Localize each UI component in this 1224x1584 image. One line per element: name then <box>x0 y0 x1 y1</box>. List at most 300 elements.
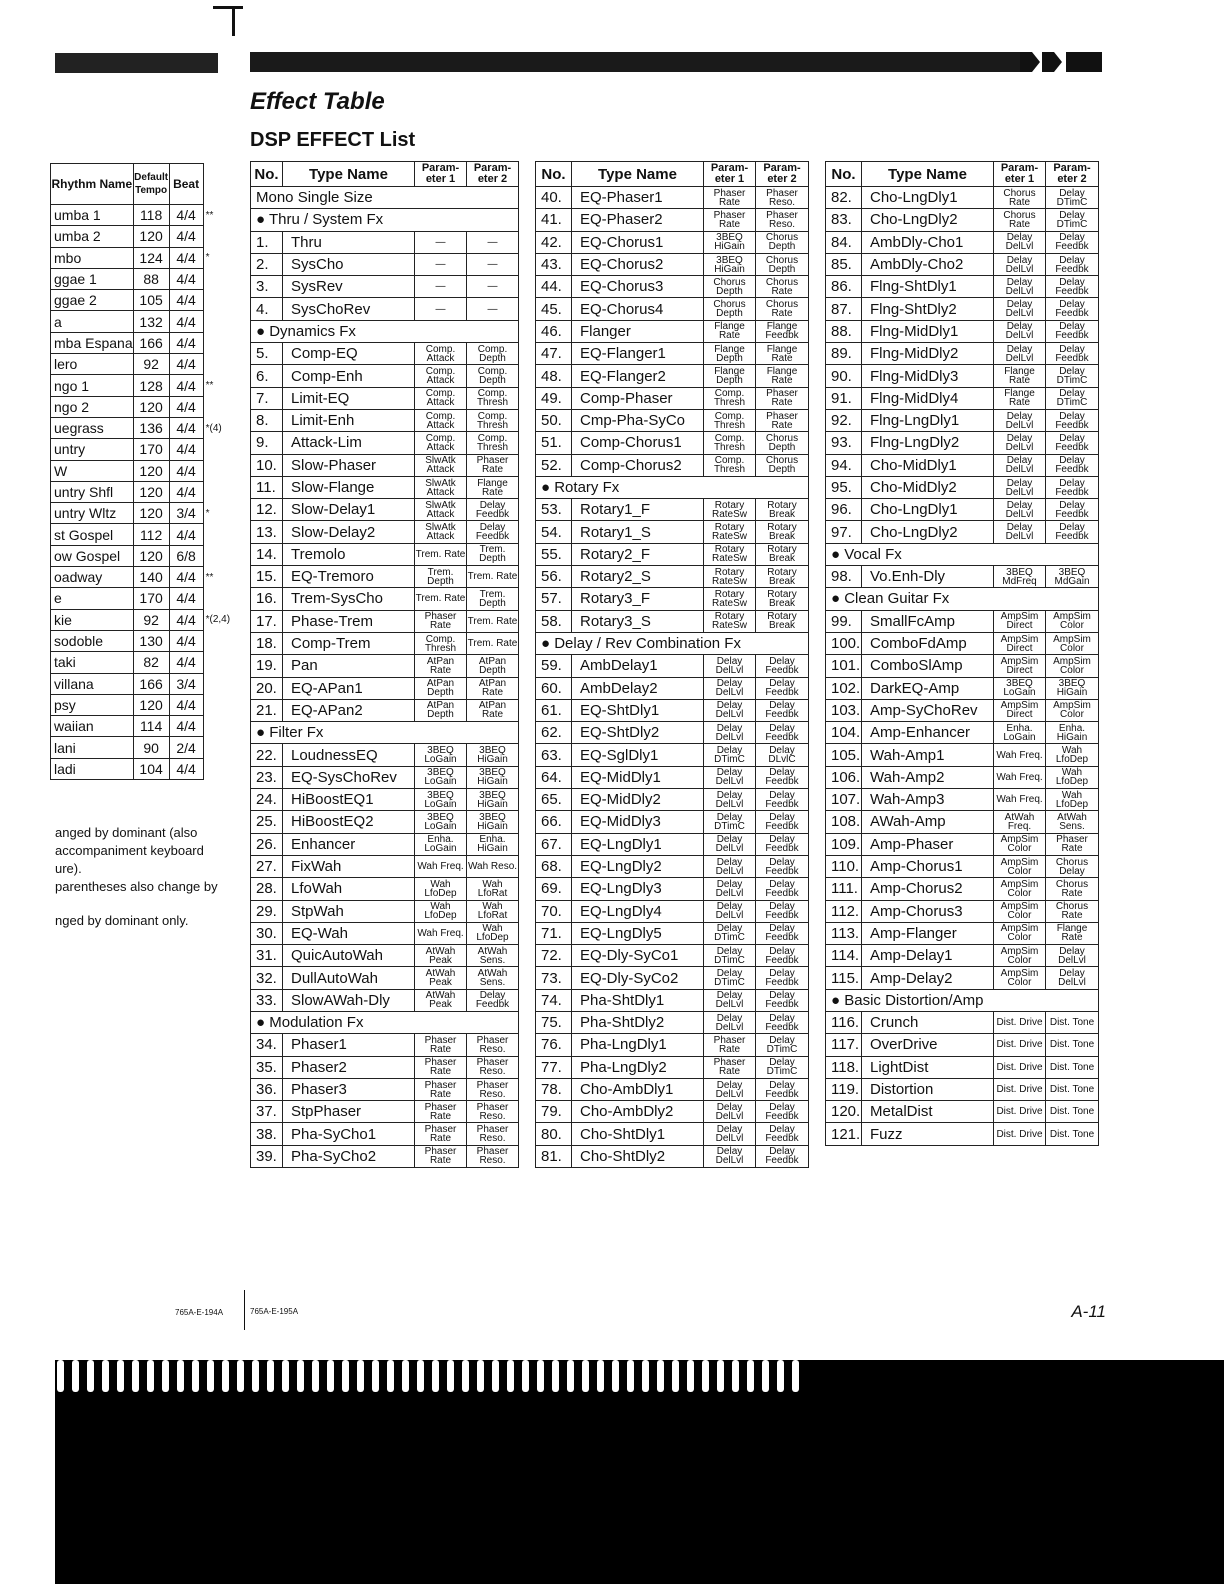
effect-number: 111. <box>826 878 862 900</box>
rhythm-mark: *(2,4) <box>205 614 231 626</box>
effect-type-name: ComboFdAmp <box>862 632 994 654</box>
parameter-1: — <box>415 253 467 275</box>
rhythm-table <box>50 163 231 780</box>
comb-tooth <box>462 1360 469 1392</box>
effect-row <box>826 878 1099 900</box>
effect-type-name: Pha-LngDly1 <box>572 1034 704 1056</box>
effect-row <box>536 566 809 588</box>
parameter-1: Phaser Rate <box>415 1123 467 1145</box>
effect-number: 97. <box>826 521 862 543</box>
effect-row <box>251 989 519 1011</box>
parameter-1: Wah Freq. <box>994 789 1046 811</box>
effect-type-name: EQ-Wah <box>283 922 415 944</box>
parameter-1: Delay DelLvl <box>994 298 1046 320</box>
parameter-2: Chorus Rate <box>756 276 809 298</box>
section-header-row <box>826 543 1099 565</box>
rhythm-name: e <box>51 588 134 609</box>
parameter-1: Delay DelLvl <box>994 409 1046 431</box>
effect-type-name: Amp-Phaser <box>862 833 994 855</box>
section-title: ● Dynamics Fx <box>251 320 519 342</box>
parameter-1: — <box>415 231 467 253</box>
effect-row <box>826 744 1099 766</box>
effect-type-name: Amp-Chorus3 <box>862 900 994 922</box>
effect-number: 120. <box>826 1101 862 1123</box>
effect-row <box>826 231 1099 253</box>
parameter-2: AtWah Sens. <box>467 967 519 989</box>
rhythm-beat: 4/4 <box>169 268 203 289</box>
section-header-row <box>826 989 1099 1011</box>
effect-row <box>536 655 809 677</box>
rhythm-name: lani <box>51 737 134 758</box>
effect-number: 35. <box>251 1056 283 1078</box>
section-header-row <box>251 320 519 342</box>
effect-number: 68. <box>536 855 572 877</box>
rhythm-row <box>51 630 231 651</box>
effect-row <box>536 699 809 721</box>
rhythm-row <box>51 354 231 375</box>
rhythm-beat: 4/4 <box>169 311 203 332</box>
effect-type-name: Pha-LngDly2 <box>572 1056 704 1078</box>
parameter-1: Wah LfoDep <box>415 900 467 922</box>
rhythm-mark <box>203 737 230 758</box>
rhythm-name: taki <box>51 652 134 673</box>
effect-type-name: EQ-APan1 <box>283 677 415 699</box>
rhythm-mark <box>203 481 230 502</box>
effect-row <box>251 699 519 721</box>
effect-row <box>251 1056 519 1078</box>
section-title: ● Filter Fx <box>251 722 519 744</box>
parameter-1: Delay DelLvl <box>994 231 1046 253</box>
rhythm-mark <box>203 396 230 417</box>
parameter-1: 3BEQ LoGain <box>415 744 467 766</box>
effect-number: 108. <box>826 811 862 833</box>
rhythm-beat: 4/4 <box>169 481 203 502</box>
effect-type-name: EQ-SglDly1 <box>572 744 704 766</box>
parameter-1: AmpSim Color <box>994 922 1046 944</box>
effect-number: 3. <box>251 276 283 298</box>
effect-type-name: EQ-MidDly3 <box>572 811 704 833</box>
effect-row <box>826 833 1099 855</box>
parameter-1: Delay DelLvl <box>994 276 1046 298</box>
parameter-1: Delay DelLvl <box>704 722 756 744</box>
comb-tooth <box>417 1360 424 1392</box>
effect-type-name: Comp-Trem <box>283 632 415 654</box>
parameter-2: AtPan Rate <box>467 677 519 699</box>
parameter-1: Phaser Rate <box>415 1101 467 1123</box>
effect-type-name: HiBoostEQ2 <box>283 811 415 833</box>
comb-tooth <box>612 1360 619 1392</box>
effect-type-name: ComboSlAmp <box>862 655 994 677</box>
effect-type-name: Cho-AmbDly2 <box>572 1101 704 1123</box>
rhythm-name: W <box>51 460 134 481</box>
parameter-1: SlwAtk Attack <box>415 476 467 498</box>
effect-number: 22. <box>251 744 283 766</box>
parameter-1: Wah Freq. <box>415 922 467 944</box>
rhythm-name: ow Gospel <box>51 545 134 566</box>
effect-row <box>251 632 519 654</box>
effect-type-name: EQ-Chorus1 <box>572 231 704 253</box>
parameter-1: 3BEQ MdFreq <box>994 566 1046 588</box>
rhythm-tempo-header: Default Tempo <box>133 164 169 205</box>
effect-row <box>536 945 809 967</box>
effect-type-name: Flng-MidDly2 <box>862 343 994 365</box>
parameter-2: — <box>467 298 519 320</box>
parameter-2: Delay Feedbk <box>1046 298 1099 320</box>
effect-number: 87. <box>826 298 862 320</box>
rhythm-row <box>51 673 231 694</box>
comb-tooth <box>717 1360 724 1392</box>
parameter-2: Delay Feedbk <box>756 811 809 833</box>
rhythm-beat: 4/4 <box>169 609 203 630</box>
parameter-1: Flange Rate <box>994 365 1046 387</box>
rhythm-tempo: 124 <box>133 247 169 268</box>
effect-row <box>536 276 809 298</box>
parameter-1: Delay DTimC <box>704 922 756 944</box>
parameter-2: Delay Feedbk <box>1046 343 1099 365</box>
effect-type-name: Attack-Lim <box>283 432 415 454</box>
effect-row <box>536 766 809 788</box>
effect-type-name: Flng-MidDly4 <box>862 387 994 409</box>
parameter-2: Delay Feedbk <box>1046 521 1099 543</box>
rhythm-name: ngo 1 <box>51 375 134 396</box>
effect-number: 53. <box>536 499 572 521</box>
rhythm-name: kie <box>51 609 134 630</box>
parameter-1: Delay DelLvl <box>704 766 756 788</box>
effect-type-name: StpPhaser <box>283 1101 415 1123</box>
parameter-1: Trem. Rate <box>415 588 467 610</box>
parameter-2: Phaser Reso. <box>756 209 809 231</box>
parameter-1: AmpSim Color <box>994 855 1046 877</box>
effect-number: 62. <box>536 722 572 744</box>
effect-type-name: Wah-Amp1 <box>862 744 994 766</box>
parameter-1: Delay DelLvl <box>994 320 1046 342</box>
parameter-1: Delay DelLvl <box>994 499 1046 521</box>
effect-number: 98. <box>826 566 862 588</box>
parameter-1: Chorus Rate <box>994 209 1046 231</box>
parameter-2: Phaser Rate <box>756 409 809 431</box>
effect-number: 42. <box>536 231 572 253</box>
parameter-1: SlwAtk Attack <box>415 454 467 476</box>
effect-number: 104. <box>826 722 862 744</box>
effect-number: 89. <box>826 343 862 365</box>
rhythm-mark: ** <box>205 209 214 221</box>
param2-header: Param-eter 2 <box>1046 162 1099 187</box>
effect-row <box>251 454 519 476</box>
effect-row <box>536 1011 809 1033</box>
effect-type-name: Rotary3_S <box>572 610 704 632</box>
parameter-1: Phaser Rate <box>415 610 467 632</box>
effect-type-name: Limit-Enh <box>283 409 415 431</box>
section-title: ● Clean Guitar Fx <box>826 588 1099 610</box>
effect-row <box>536 878 809 900</box>
parameter-1: Comp. Thresh <box>704 454 756 476</box>
rhythm-mark <box>203 545 230 566</box>
effect-row <box>536 900 809 922</box>
rhythm-tempo: 120 <box>133 226 169 247</box>
rhythm-tempo: 105 <box>133 290 169 311</box>
effect-type-name: Pha-SyCho2 <box>283 1145 415 1167</box>
effect-number: 82. <box>826 187 862 209</box>
rhythm-beat: 4/4 <box>169 332 203 353</box>
rhythm-row <box>51 694 231 715</box>
param1-header: Param-eter 1 <box>415 162 467 187</box>
effect-type-name: Pan <box>283 655 415 677</box>
effect-number: 12. <box>251 499 283 521</box>
effect-row <box>536 967 809 989</box>
effect-number: 16. <box>251 588 283 610</box>
rhythm-name: oadway <box>51 567 134 588</box>
rhythm-name: mba Espana <box>51 332 134 353</box>
comb-tooth <box>357 1360 364 1392</box>
rhythm-tempo: 166 <box>133 332 169 353</box>
parameter-1: Enha. LoGain <box>415 833 467 855</box>
parameter-2: Wah LfoDep <box>467 922 519 944</box>
parameter-1: AmpSim Color <box>994 900 1046 922</box>
comb-tooth <box>132 1360 139 1392</box>
rhythm-name: lero <box>51 354 134 375</box>
rhythm-row <box>51 460 231 481</box>
effect-number: 34. <box>251 1034 283 1056</box>
rhythm-beat: 4/4 <box>169 460 203 481</box>
effect-number: 93. <box>826 432 862 454</box>
effect-type-name: Rotary1_F <box>572 499 704 521</box>
parameter-2: Comp. Thresh <box>467 409 519 431</box>
comb-tooth <box>207 1360 214 1392</box>
rhythm-name: mbo <box>51 247 134 268</box>
rhythm-mark: ** <box>205 571 214 583</box>
effect-row <box>536 187 809 209</box>
parameter-1: Dist. Drive <box>994 1056 1046 1078</box>
parameter-1: Delay DelLvl <box>994 476 1046 498</box>
parameter-1: Wah Freq. <box>994 744 1046 766</box>
rhythm-tempo: 90 <box>133 737 169 758</box>
note-line: ure). <box>55 861 82 876</box>
comb-tooth <box>492 1360 499 1392</box>
comb-tooth <box>507 1360 514 1392</box>
parameter-1: Delay DelLvl <box>704 1078 756 1100</box>
param1-header: Param-eter 1 <box>994 162 1046 187</box>
parameter-1: Delay DelLvl <box>994 253 1046 275</box>
parameter-2: Phaser Reso. <box>467 1145 519 1167</box>
effect-type-name: Rotary3_F <box>572 588 704 610</box>
note-line: parentheses also change by <box>55 879 218 894</box>
effect-number: 102. <box>826 677 862 699</box>
parameter-1: Delay DTimC <box>704 967 756 989</box>
parameter-2: Wah LfoRat <box>467 878 519 900</box>
effect-number: 96. <box>826 499 862 521</box>
effect-number: 64. <box>536 766 572 788</box>
effect-row <box>536 343 809 365</box>
effect-number: 1. <box>251 231 283 253</box>
effect-type-name: Comp-EQ <box>283 343 415 365</box>
rhythm-mark <box>203 652 230 673</box>
effect-number: 9. <box>251 432 283 454</box>
parameter-1: Chorus Depth <box>704 298 756 320</box>
parameter-2: Delay Feedbk <box>756 855 809 877</box>
parameter-2: Delay Feedbk <box>756 789 809 811</box>
effect-type-name: Amp-Delay1 <box>862 945 994 967</box>
comb-tooth <box>222 1360 229 1392</box>
effect-type-name: Flng-MidDly3 <box>862 365 994 387</box>
parameter-2: Chorus Depth <box>756 231 809 253</box>
rhythm-row <box>51 226 231 247</box>
effect-number: 71. <box>536 922 572 944</box>
parameter-1: AmpSim Direct <box>994 632 1046 654</box>
parameter-1: Rotary RateSw <box>704 543 756 565</box>
comb-tooth <box>252 1360 259 1392</box>
effect-number: 31. <box>251 945 283 967</box>
parameter-2: Dist. Tone <box>1046 1101 1099 1123</box>
effect-type-name: DarkEQ-Amp <box>862 677 994 699</box>
effect-row <box>251 343 519 365</box>
rhythm-mark <box>203 524 230 545</box>
effect-table-1 <box>250 161 519 1168</box>
parameter-1: Delay DelLvl <box>704 833 756 855</box>
rhythm-name: ladi <box>51 758 134 779</box>
parameter-2: Phaser Rate <box>756 387 809 409</box>
parameter-2: Delay DTimC <box>1046 187 1099 209</box>
parameter-2: Delay Feedbk <box>467 521 519 543</box>
effect-number: 74. <box>536 989 572 1011</box>
effect-row <box>251 833 519 855</box>
parameter-1: Phaser Rate <box>415 1078 467 1100</box>
rhythm-beat: 4/4 <box>169 396 203 417</box>
footer-code-left: 765A-E-194A <box>175 1308 224 1317</box>
effect-row <box>826 499 1099 521</box>
effect-type-name: EQ-LngDly4 <box>572 900 704 922</box>
effect-number: 10. <box>251 454 283 476</box>
rhythm-mark: ** <box>205 380 214 392</box>
rhythm-mark <box>203 332 230 353</box>
effect-number: 48. <box>536 365 572 387</box>
section-subtitle: DSP EFFECT List <box>250 129 416 151</box>
parameter-2: Trem. Rate <box>467 610 519 632</box>
parameter-2: Flange Rate <box>1046 922 1099 944</box>
effect-row <box>536 432 809 454</box>
parameter-1: AmpSim Color <box>994 945 1046 967</box>
parameter-2: Flange Rate <box>756 365 809 387</box>
parameter-1: Delay DelLvl <box>704 1145 756 1167</box>
rhythm-row <box>51 716 231 737</box>
comb-tooth <box>147 1360 154 1392</box>
rhythm-beat: 4/4 <box>169 205 203 226</box>
rhythm-tempo: 114 <box>133 716 169 737</box>
rhythm-row <box>51 290 231 311</box>
comb-tooth <box>567 1360 574 1392</box>
effect-type-name: Distortion <box>862 1078 994 1100</box>
parameter-2: Delay Feedbk <box>756 878 809 900</box>
effect-number: 46. <box>536 320 572 342</box>
effect-number: 99. <box>826 610 862 632</box>
rhythm-tempo: 118 <box>133 205 169 226</box>
rhythm-beat: 2/4 <box>169 737 203 758</box>
parameter-1: Dist. Drive <box>994 1011 1046 1033</box>
parameter-1: Delay DelLvl <box>704 789 756 811</box>
parameter-1: Phaser Rate <box>704 1056 756 1078</box>
parameter-2: Phaser Reso. <box>467 1078 519 1100</box>
effect-row <box>536 744 809 766</box>
rhythm-mark <box>203 758 230 779</box>
note-line: nged by dominant only. <box>55 913 189 928</box>
parameter-1: Phaser Rate <box>415 1145 467 1167</box>
comb-tooth <box>267 1360 274 1392</box>
effect-row <box>826 1056 1099 1078</box>
effect-type-name: MetalDist <box>862 1101 994 1123</box>
parameter-2: 3BEQ HiGain <box>467 811 519 833</box>
effect-type-name: Flng-ShtDly1 <box>862 276 994 298</box>
parameter-2: Wah LfoDep <box>1046 789 1099 811</box>
rhythm-beat: 4/4 <box>169 652 203 673</box>
effect-number: 21. <box>251 699 283 721</box>
rhythm-tempo: 88 <box>133 268 169 289</box>
effect-type-name: SlowAWah-Dly <box>283 989 415 1011</box>
effect-number: 66. <box>536 811 572 833</box>
effect-number: 37. <box>251 1101 283 1123</box>
parameter-2: Dist. Tone <box>1046 1011 1099 1033</box>
parameter-2: Wah LfoRat <box>467 900 519 922</box>
comb-pattern <box>55 1360 805 1410</box>
no-header: No. <box>536 162 572 187</box>
parameter-1: Delay DelLvl <box>704 989 756 1011</box>
parameter-1: Delay DelLvl <box>704 699 756 721</box>
parameter-2: AtPan Rate <box>467 699 519 721</box>
effect-type-name: Cho-ShtDly1 <box>572 1123 704 1145</box>
effect-number: 117. <box>826 1034 862 1056</box>
effect-type-name: Cmp-Pha-SyCo <box>572 409 704 431</box>
rhythm-row <box>51 396 231 417</box>
effect-number: 32. <box>251 967 283 989</box>
parameter-2: Delay Feedbk <box>756 677 809 699</box>
parameter-2: Delay Feedbk <box>1046 320 1099 342</box>
rhythm-name: villana <box>51 673 134 694</box>
parameter-1: Enha. LoGain <box>994 722 1046 744</box>
effect-number: 51. <box>536 432 572 454</box>
arrow-icon <box>1020 52 1102 72</box>
effect-row <box>536 320 809 342</box>
effect-number: 50. <box>536 409 572 431</box>
effect-type-name: LightDist <box>862 1056 994 1078</box>
parameter-1: Phaser Rate <box>415 1034 467 1056</box>
parameter-2: AtWah Sens. <box>1046 811 1099 833</box>
parameter-2: Phaser Reso. <box>467 1101 519 1123</box>
parameter-2: Delay DTimC <box>1046 365 1099 387</box>
effect-number: 114. <box>826 945 862 967</box>
rhythm-beat: 4/4 <box>169 247 203 268</box>
effect-row <box>826 699 1099 721</box>
parameter-2: Delay Feedbk <box>756 1145 809 1167</box>
effect-row <box>826 320 1099 342</box>
effect-table-3 <box>825 161 1099 1146</box>
parameter-2: Dist. Tone <box>1046 1123 1099 1145</box>
parameter-1: Phaser Rate <box>704 209 756 231</box>
rhythm-tempo: 166 <box>133 673 169 694</box>
effect-type-name: Thru <box>283 231 415 253</box>
effect-row <box>826 1078 1099 1100</box>
effect-type-name: Cho-LngDly2 <box>862 521 994 543</box>
effect-row <box>536 855 809 877</box>
effect-row <box>536 454 809 476</box>
parameter-2: Dist. Tone <box>1046 1078 1099 1100</box>
effect-row <box>826 1034 1099 1056</box>
parameter-1: Chorus Rate <box>994 187 1046 209</box>
effect-row <box>251 766 519 788</box>
effect-row <box>251 1101 519 1123</box>
rhythm-tempo: 120 <box>133 396 169 417</box>
effect-row <box>251 789 519 811</box>
parameter-1: Rotary RateSw <box>704 499 756 521</box>
effect-row <box>251 499 519 521</box>
effect-row <box>536 365 809 387</box>
